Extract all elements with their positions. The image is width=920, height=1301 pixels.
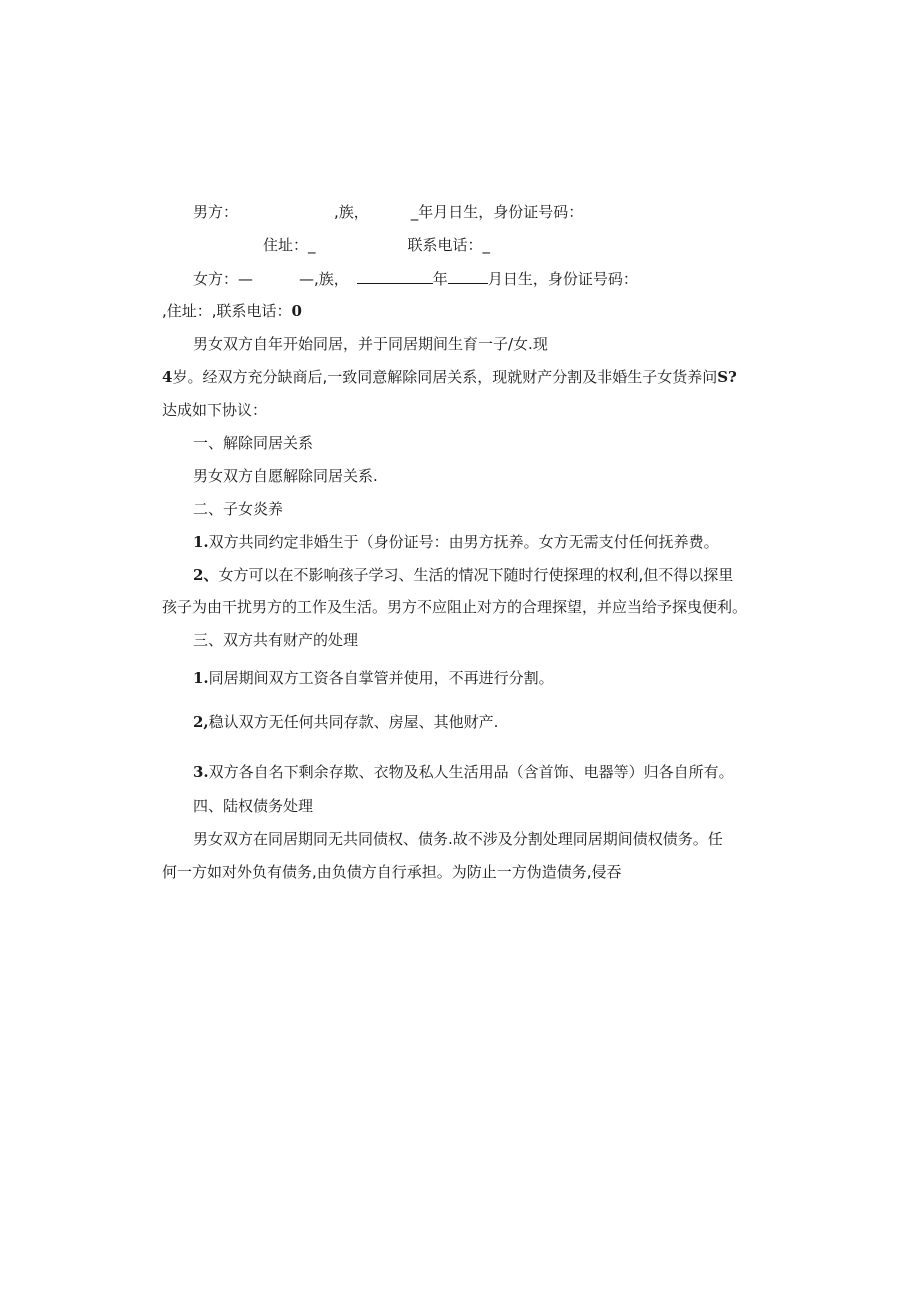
male-address: 住址：_ xyxy=(263,236,316,254)
section-3-item-2 xyxy=(193,712,498,732)
intro-line-2 xyxy=(162,367,737,387)
female-address-phone-line xyxy=(162,301,302,321)
section-4-body-line-2: 何一方如对外负有债务,由负债方自行承担。为防止一方伪造债务,侵吞 xyxy=(162,863,622,881)
section-4-title: 四、陆权债务处理 xyxy=(193,797,314,815)
female-year-blank xyxy=(357,268,433,284)
section-2-item-2 xyxy=(193,565,733,585)
male-birth: _年月日生，身份证号码： xyxy=(410,203,584,221)
section-2-item-2-continued: 孩子为由干扰男方的工作及生活。男方不应阻止对方的合理探望，并应当给予探曳便利。 xyxy=(162,598,748,616)
male-ethnicity: ,族， xyxy=(334,203,369,221)
female-address-phone: ,住址：,联系电话： xyxy=(162,302,292,320)
female-month-blank xyxy=(448,268,488,284)
item-number: 3. xyxy=(193,763,209,781)
female-birth: 月日生，身份证号码： xyxy=(487,270,638,288)
female-label: 女方：— xyxy=(193,270,254,288)
female-phone-number: 0 xyxy=(291,302,302,320)
section-3-item-1 xyxy=(193,668,554,688)
male-info-line xyxy=(193,202,583,222)
item-text: 女方可以在不影响孩子学习、生活的情况下随时行使探理的权利,但不得以探里 xyxy=(218,566,734,584)
item-number: 1. xyxy=(193,533,209,551)
item-number: 2、 xyxy=(193,566,219,584)
item-text: 同居期间双方工资各自掌管并使用，不再进行分割。 xyxy=(208,669,554,687)
section-2-title: 二、子女炎养 xyxy=(193,500,284,518)
item-text: 稳认双方无任何共同存款、房屋、其他财产. xyxy=(208,713,499,731)
female-year: 年 xyxy=(432,270,448,288)
intro-text: 岁。经双方充分缺商后,一致同意解除同居关系，现就财产分割及非婚生子女货养问 xyxy=(172,368,718,386)
item-text: 双方共同约定非婚生于（身份证号：由男方抚养。女方无需支付任何抚养费。 xyxy=(208,533,719,551)
female-info-line xyxy=(193,268,638,288)
item-number: 2, xyxy=(193,713,209,731)
intro-line-1: 男女双方自年开始同居，并于同居期间生育一子/女.现 xyxy=(193,335,548,353)
male-address-phone-line xyxy=(263,235,490,255)
section-2-item-1 xyxy=(193,532,719,552)
item-text: 双方各自名下剩余存欺、衣物及私人生活用品（含首饰、电器等）归各自所有。 xyxy=(208,763,734,781)
section-1-body: 男女双方自愿解除同居关系. xyxy=(193,467,378,485)
section-3-item-3 xyxy=(193,762,734,782)
female-ethnicity: —,族， xyxy=(299,270,349,288)
item-number: 1. xyxy=(193,669,209,687)
male-phone: 联系电话：_ xyxy=(407,236,491,254)
intro-tail: S? xyxy=(717,368,737,386)
section-1-title: 一、解除同居关系 xyxy=(193,434,314,452)
section-4-body-line-1: 男女双方在同居期同无共同债权、债务.故不涉及分割处理同居期间债权债务。任 xyxy=(193,830,723,848)
male-label: 男方： xyxy=(193,203,239,221)
intro-age: 4 xyxy=(162,368,173,386)
intro-line-3: 达成如下协议： xyxy=(162,401,268,419)
section-3-title: 三、双方共有财产的处理 xyxy=(193,631,359,649)
